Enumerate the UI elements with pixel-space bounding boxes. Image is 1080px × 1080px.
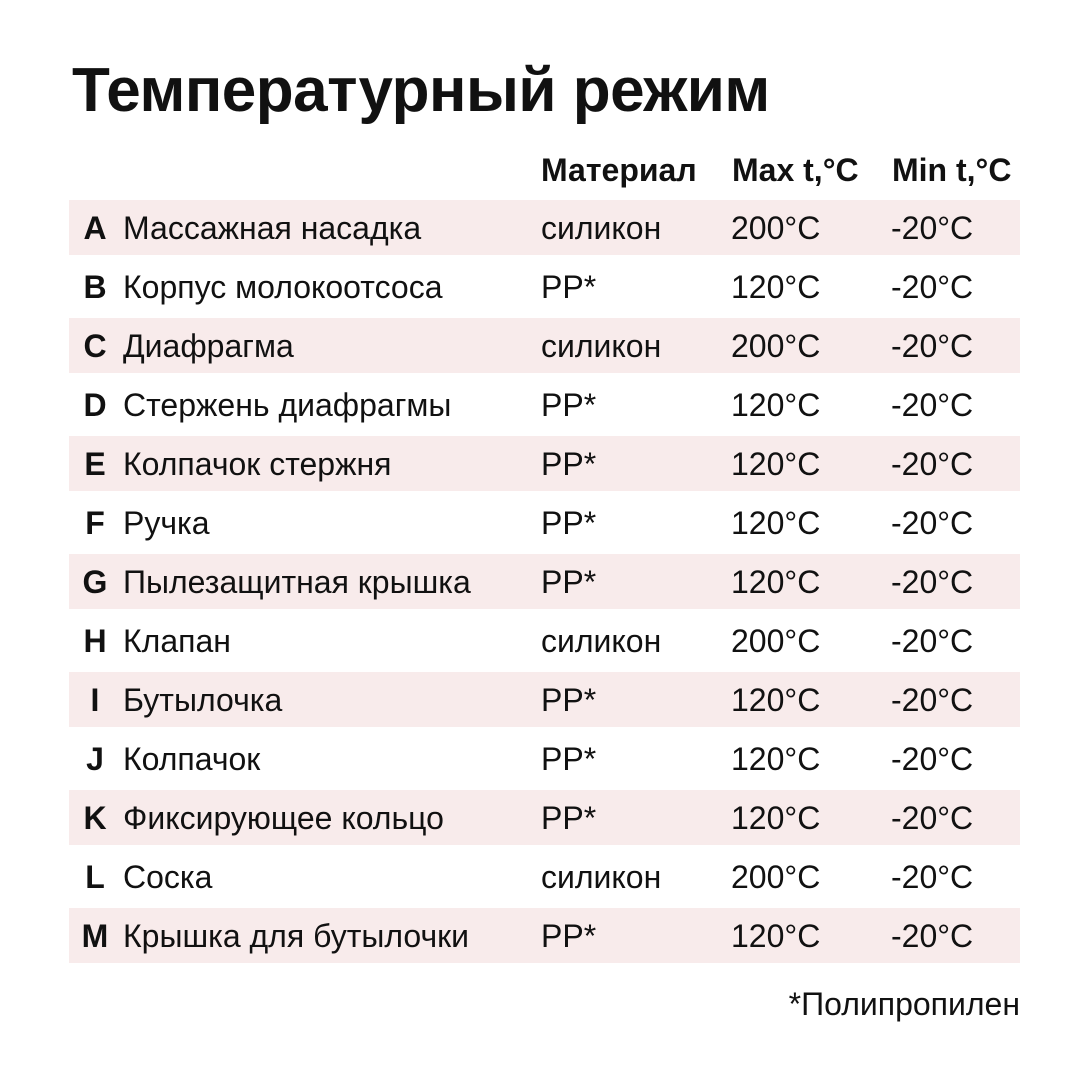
material-value: силикон <box>541 622 662 659</box>
material-value: силикон <box>541 209 662 246</box>
row-letter: D <box>83 386 107 423</box>
table-row <box>69 495 1020 550</box>
part-name: Соска <box>123 858 213 895</box>
table-row <box>69 259 1020 314</box>
part-name: Массажная насадка <box>123 209 422 246</box>
row-letter: M <box>81 917 109 954</box>
row-letter: J <box>86 740 104 777</box>
material-value: PP* <box>541 268 597 305</box>
material-value: PP* <box>541 563 597 600</box>
row-letter: I <box>90 681 100 718</box>
max-temp-value: 200°C <box>731 327 821 364</box>
max-temp-value: 120°C <box>731 268 821 305</box>
row-letter: L <box>85 858 105 895</box>
material-value: PP* <box>541 504 597 541</box>
row-letter: F <box>85 504 105 541</box>
table-row <box>69 318 1020 373</box>
row-letter: K <box>83 799 107 836</box>
min-temp-value: -20°C <box>891 563 974 600</box>
min-temp-value: -20°C <box>891 327 974 364</box>
page-title: Температурный режим <box>72 56 770 125</box>
table-row <box>69 849 1020 904</box>
part-name: Клапан <box>123 622 231 659</box>
table-row <box>69 377 1020 432</box>
min-temp-value: -20°C <box>891 209 974 246</box>
max-temp-value: 120°C <box>731 799 821 836</box>
table-row <box>69 672 1020 727</box>
max-temp-value: 120°C <box>731 445 821 482</box>
min-temp-value: -20°C <box>891 740 974 777</box>
header-material: Материал <box>541 152 697 188</box>
min-temp-value: -20°C <box>891 799 974 836</box>
column-headers <box>0 152 1080 192</box>
part-name: Пылезащитная крышка <box>123 563 471 600</box>
min-temp-value: -20°C <box>891 445 974 482</box>
row-letter: E <box>84 445 106 482</box>
part-name: Крышка для бутылочки <box>123 917 470 954</box>
material-value: PP* <box>541 681 597 718</box>
part-name: Колпачок <box>123 740 261 777</box>
table-row <box>69 908 1020 963</box>
min-temp-value: -20°C <box>891 681 974 718</box>
material-value: PP* <box>541 917 597 954</box>
material-value: PP* <box>541 386 597 423</box>
max-temp-value: 200°C <box>731 622 821 659</box>
material-value: PP* <box>541 445 597 482</box>
part-name: Колпачок стержня <box>123 445 392 482</box>
header-max-temp: Max t,°C <box>732 152 859 188</box>
material-value: силикон <box>541 858 662 895</box>
max-temp-value: 120°C <box>731 386 821 423</box>
max-temp-value: 120°C <box>731 917 821 954</box>
row-letter: B <box>83 268 107 305</box>
table-row <box>69 790 1020 845</box>
max-temp-value: 120°C <box>731 504 821 541</box>
part-name: Стержень диафрагмы <box>123 386 452 423</box>
max-temp-value: 200°C <box>731 858 821 895</box>
row-letter: G <box>82 563 108 600</box>
row-letter: A <box>83 209 107 246</box>
part-name: Фиксирующее кольцо <box>123 799 444 836</box>
max-temp-value: 120°C <box>731 563 821 600</box>
table-row <box>69 436 1020 491</box>
part-name: Диафрагма <box>123 327 294 364</box>
table-row <box>69 200 1020 255</box>
table-row <box>69 613 1020 668</box>
footnote: *Полипропилен <box>788 986 1020 1022</box>
part-name: Корпус молокоотсоса <box>123 268 443 305</box>
row-letter: H <box>83 622 107 659</box>
min-temp-value: -20°C <box>891 504 974 541</box>
header-min-temp: Min t,°C <box>892 152 1012 188</box>
min-temp-value: -20°C <box>891 858 974 895</box>
temperature-table <box>69 200 1020 967</box>
max-temp-value: 120°C <box>731 740 821 777</box>
max-temp-value: 120°C <box>731 681 821 718</box>
part-name: Ручка <box>123 504 210 541</box>
table-row <box>69 554 1020 609</box>
min-temp-value: -20°C <box>891 622 974 659</box>
material-value: PP* <box>541 740 597 777</box>
row-letter: C <box>83 327 107 364</box>
material-value: PP* <box>541 799 597 836</box>
material-value: силикон <box>541 327 662 364</box>
min-temp-value: -20°C <box>891 268 974 305</box>
min-temp-value: -20°C <box>891 917 974 954</box>
max-temp-value: 200°C <box>731 209 821 246</box>
table-row <box>69 731 1020 786</box>
min-temp-value: -20°C <box>891 386 974 423</box>
part-name: Бутылочка <box>123 681 283 718</box>
